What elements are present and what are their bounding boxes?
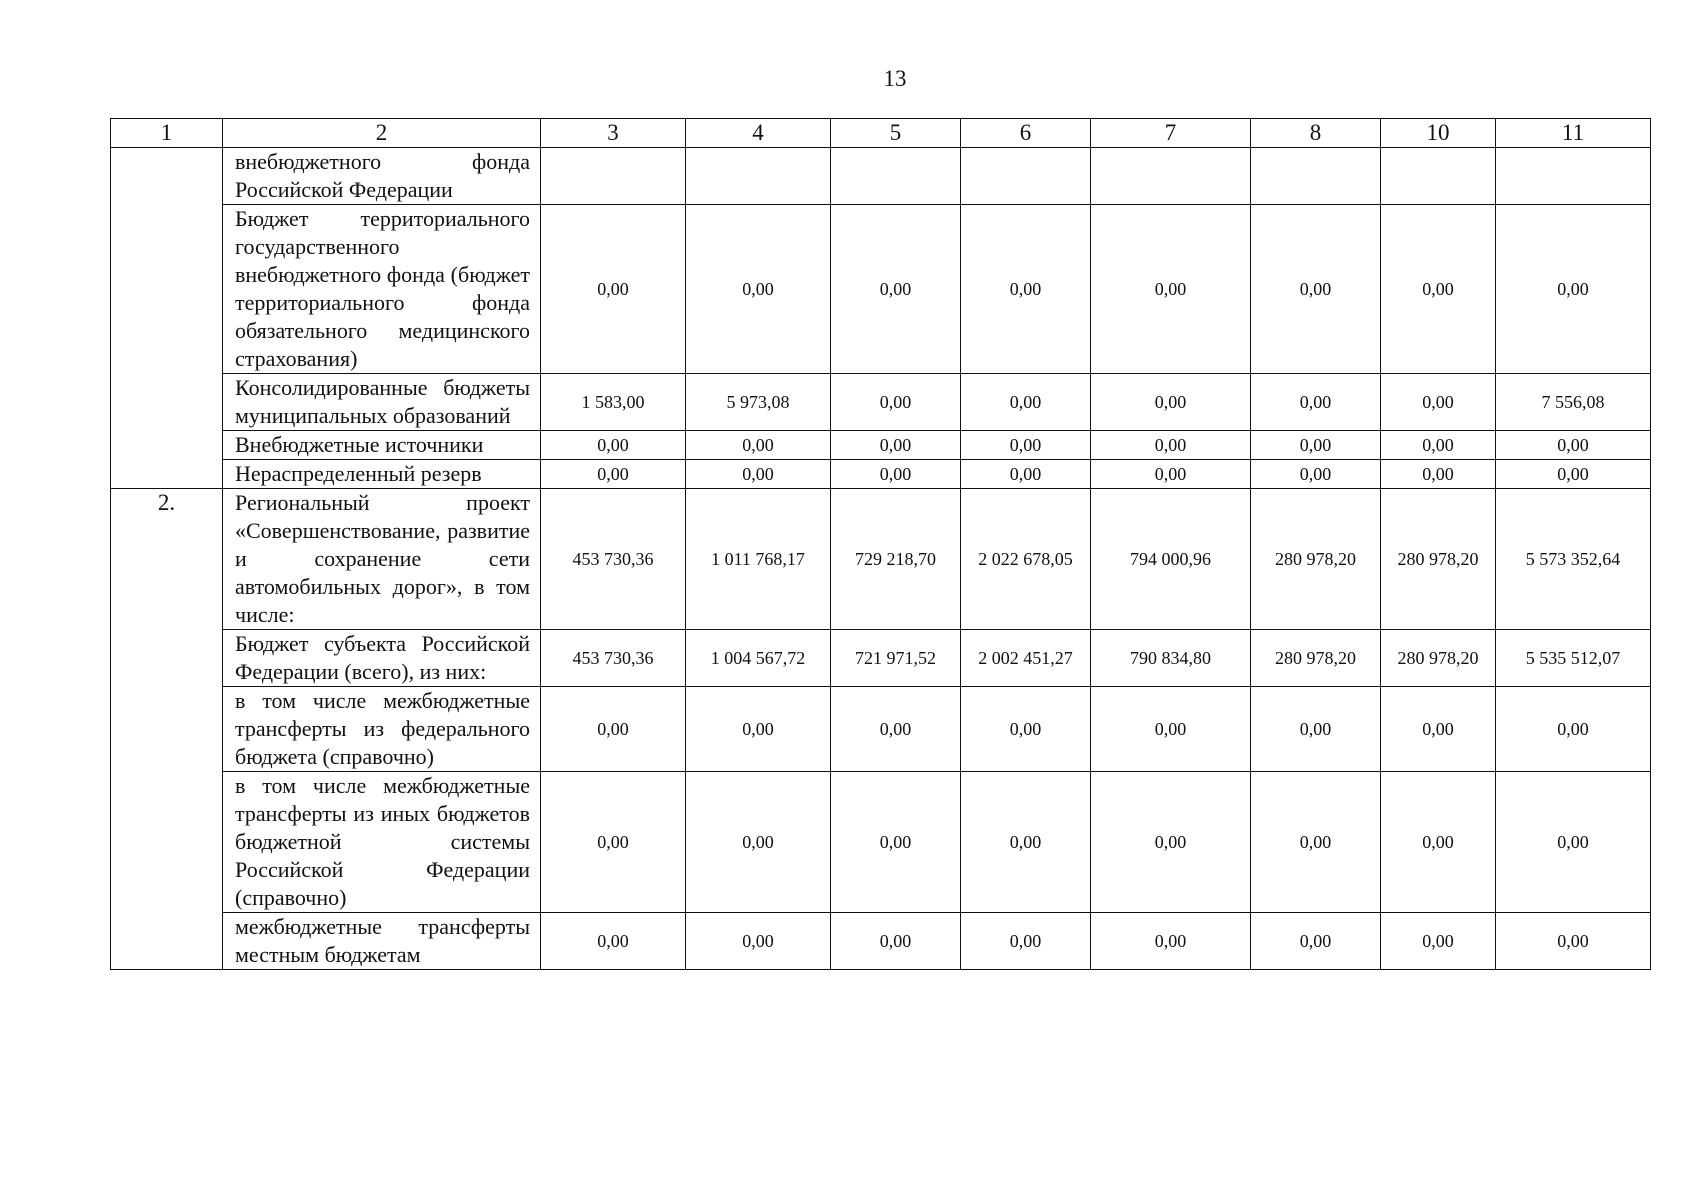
row-label: в том числе межбюджетные трансферты из федерального бюджета (справочно) [223, 687, 541, 772]
row-label: в том числе межбюджетные трансферты из иных бюджетов бюджетной системы Российской Федерации (справочно) [223, 772, 541, 913]
value-cell: 0,00 [1091, 374, 1251, 431]
value-cell: 280 978,20 [1251, 489, 1381, 630]
value-cell: 0,00 [541, 205, 686, 374]
value-cell: 5 973,08 [686, 374, 831, 431]
value-cell: 0,00 [1091, 431, 1251, 460]
value-cell: 0,00 [686, 460, 831, 489]
value-cell: 0,00 [961, 772, 1091, 913]
value-cell: 0,00 [1091, 205, 1251, 374]
header-cell: 7 [1091, 119, 1251, 148]
value-cell: 1 011 768,17 [686, 489, 831, 630]
row-label: внебюджетного фонда Российской Федерации [223, 148, 541, 205]
value-cell: 2 022 678,05 [961, 489, 1091, 630]
table-row [111, 913, 1651, 970]
value-cell: 0,00 [1496, 460, 1651, 489]
value-cell: 0,00 [1496, 913, 1651, 970]
value-cell: 721 971,52 [831, 630, 961, 687]
value-cell: 453 730,36 [541, 489, 686, 630]
table-row [111, 148, 1651, 205]
value-cell: 0,00 [1496, 772, 1651, 913]
value-cell [1091, 148, 1251, 205]
value-cell: 0,00 [1251, 374, 1381, 431]
row-label: Региональный проект «Совершенствование, развитие и сохранение сети автомобильных дорог», в том числе: [223, 489, 541, 630]
budget-table [110, 118, 1651, 970]
table-row [111, 687, 1651, 772]
value-cell: 0,00 [831, 460, 961, 489]
value-cell: 1 004 567,72 [686, 630, 831, 687]
value-cell: 0,00 [831, 772, 961, 913]
value-cell: 0,00 [961, 913, 1091, 970]
value-cell: 0,00 [686, 687, 831, 772]
page-number: 13 [883, 66, 907, 91]
value-cell: 0,00 [541, 460, 686, 489]
value-cell [541, 148, 686, 205]
value-cell: 0,00 [686, 772, 831, 913]
value-cell: 729 218,70 [831, 489, 961, 630]
value-cell: 0,00 [1381, 431, 1496, 460]
value-cell: 0,00 [686, 431, 831, 460]
value-cell: 280 978,20 [1381, 630, 1496, 687]
table-row [111, 431, 1651, 460]
value-cell: 0,00 [1091, 460, 1251, 489]
row-label: Бюджет территориального государственного внебюджетного фонда (бюджет территориального фонда обязательного медицинского страхования) [223, 205, 541, 374]
value-cell: 5 573 352,64 [1496, 489, 1651, 630]
value-cell: 0,00 [1496, 687, 1651, 772]
value-cell: 0,00 [1381, 913, 1496, 970]
value-cell: 0,00 [686, 913, 831, 970]
row-label: Консолидированные бюджеты муниципальных образований [223, 374, 541, 431]
value-cell: 453 730,36 [541, 630, 686, 687]
value-cell: 0,00 [541, 431, 686, 460]
value-cell: 0,00 [961, 205, 1091, 374]
value-cell: 0,00 [831, 431, 961, 460]
value-cell: 0,00 [1381, 772, 1496, 913]
value-cell: 0,00 [686, 205, 831, 374]
row-label: Бюджет субъекта Российской Федерации (всего), из них: [223, 630, 541, 687]
table-row [111, 460, 1651, 489]
value-cell [1251, 148, 1381, 205]
value-cell: 0,00 [541, 772, 686, 913]
value-cell: 0,00 [831, 687, 961, 772]
value-cell: 0,00 [1251, 772, 1381, 913]
header-cell: 2 [223, 119, 541, 148]
value-cell [1496, 148, 1651, 205]
header-cell: 5 [831, 119, 961, 148]
row-label: Нераспределенный резерв [223, 460, 541, 489]
value-cell: 0,00 [1381, 374, 1496, 431]
value-cell: 0,00 [1496, 205, 1651, 374]
value-cell: 1 583,00 [541, 374, 686, 431]
value-cell: 0,00 [1381, 205, 1496, 374]
value-cell: 0,00 [1251, 431, 1381, 460]
value-cell: 794 000,96 [1091, 489, 1251, 630]
row-number-cell [111, 148, 223, 489]
value-cell: 0,00 [1496, 431, 1651, 460]
header-cell: 4 [686, 119, 831, 148]
table-row [111, 489, 1651, 630]
header-cell: 6 [961, 119, 1091, 148]
value-cell: 0,00 [541, 687, 686, 772]
value-cell: 0,00 [1091, 687, 1251, 772]
value-cell: 0,00 [831, 205, 961, 374]
header-cell: 1 [111, 119, 223, 148]
header-cell: 8 [1251, 119, 1381, 148]
value-cell: 0,00 [1091, 913, 1251, 970]
value-cell: 0,00 [541, 913, 686, 970]
value-cell: 0,00 [1381, 687, 1496, 772]
table-row [111, 630, 1651, 687]
value-cell: 0,00 [961, 431, 1091, 460]
value-cell: 0,00 [961, 687, 1091, 772]
value-cell: 0,00 [831, 913, 961, 970]
value-cell [961, 148, 1091, 205]
value-cell: 0,00 [1251, 460, 1381, 489]
value-cell [686, 148, 831, 205]
row-label: межбюджетные трансферты местным бюджетам [223, 913, 541, 970]
row-label: Внебюджетные источники [223, 431, 541, 460]
value-cell: 0,00 [1381, 460, 1496, 489]
header-cell: 10 [1381, 119, 1496, 148]
value-cell: 7 556,08 [1496, 374, 1651, 431]
row-number-cell: 2. [111, 489, 223, 970]
value-cell [1381, 148, 1496, 205]
value-cell: 0,00 [1251, 205, 1381, 374]
table-row [111, 205, 1651, 374]
table-row [111, 772, 1651, 913]
value-cell: 0,00 [831, 374, 961, 431]
value-cell: 0,00 [1251, 687, 1381, 772]
value-cell [831, 148, 961, 205]
header-cell: 11 [1496, 119, 1651, 148]
header-cell: 3 [541, 119, 686, 148]
value-cell: 790 834,80 [1091, 630, 1251, 687]
value-cell: 0,00 [961, 460, 1091, 489]
value-cell: 0,00 [1251, 913, 1381, 970]
value-cell: 0,00 [1091, 772, 1251, 913]
table-row [111, 374, 1651, 431]
value-cell: 5 535 512,07 [1496, 630, 1651, 687]
value-cell: 2 002 451,27 [961, 630, 1091, 687]
value-cell: 0,00 [961, 374, 1091, 431]
value-cell: 280 978,20 [1251, 630, 1381, 687]
header-row [111, 119, 1651, 148]
value-cell: 280 978,20 [1381, 489, 1496, 630]
